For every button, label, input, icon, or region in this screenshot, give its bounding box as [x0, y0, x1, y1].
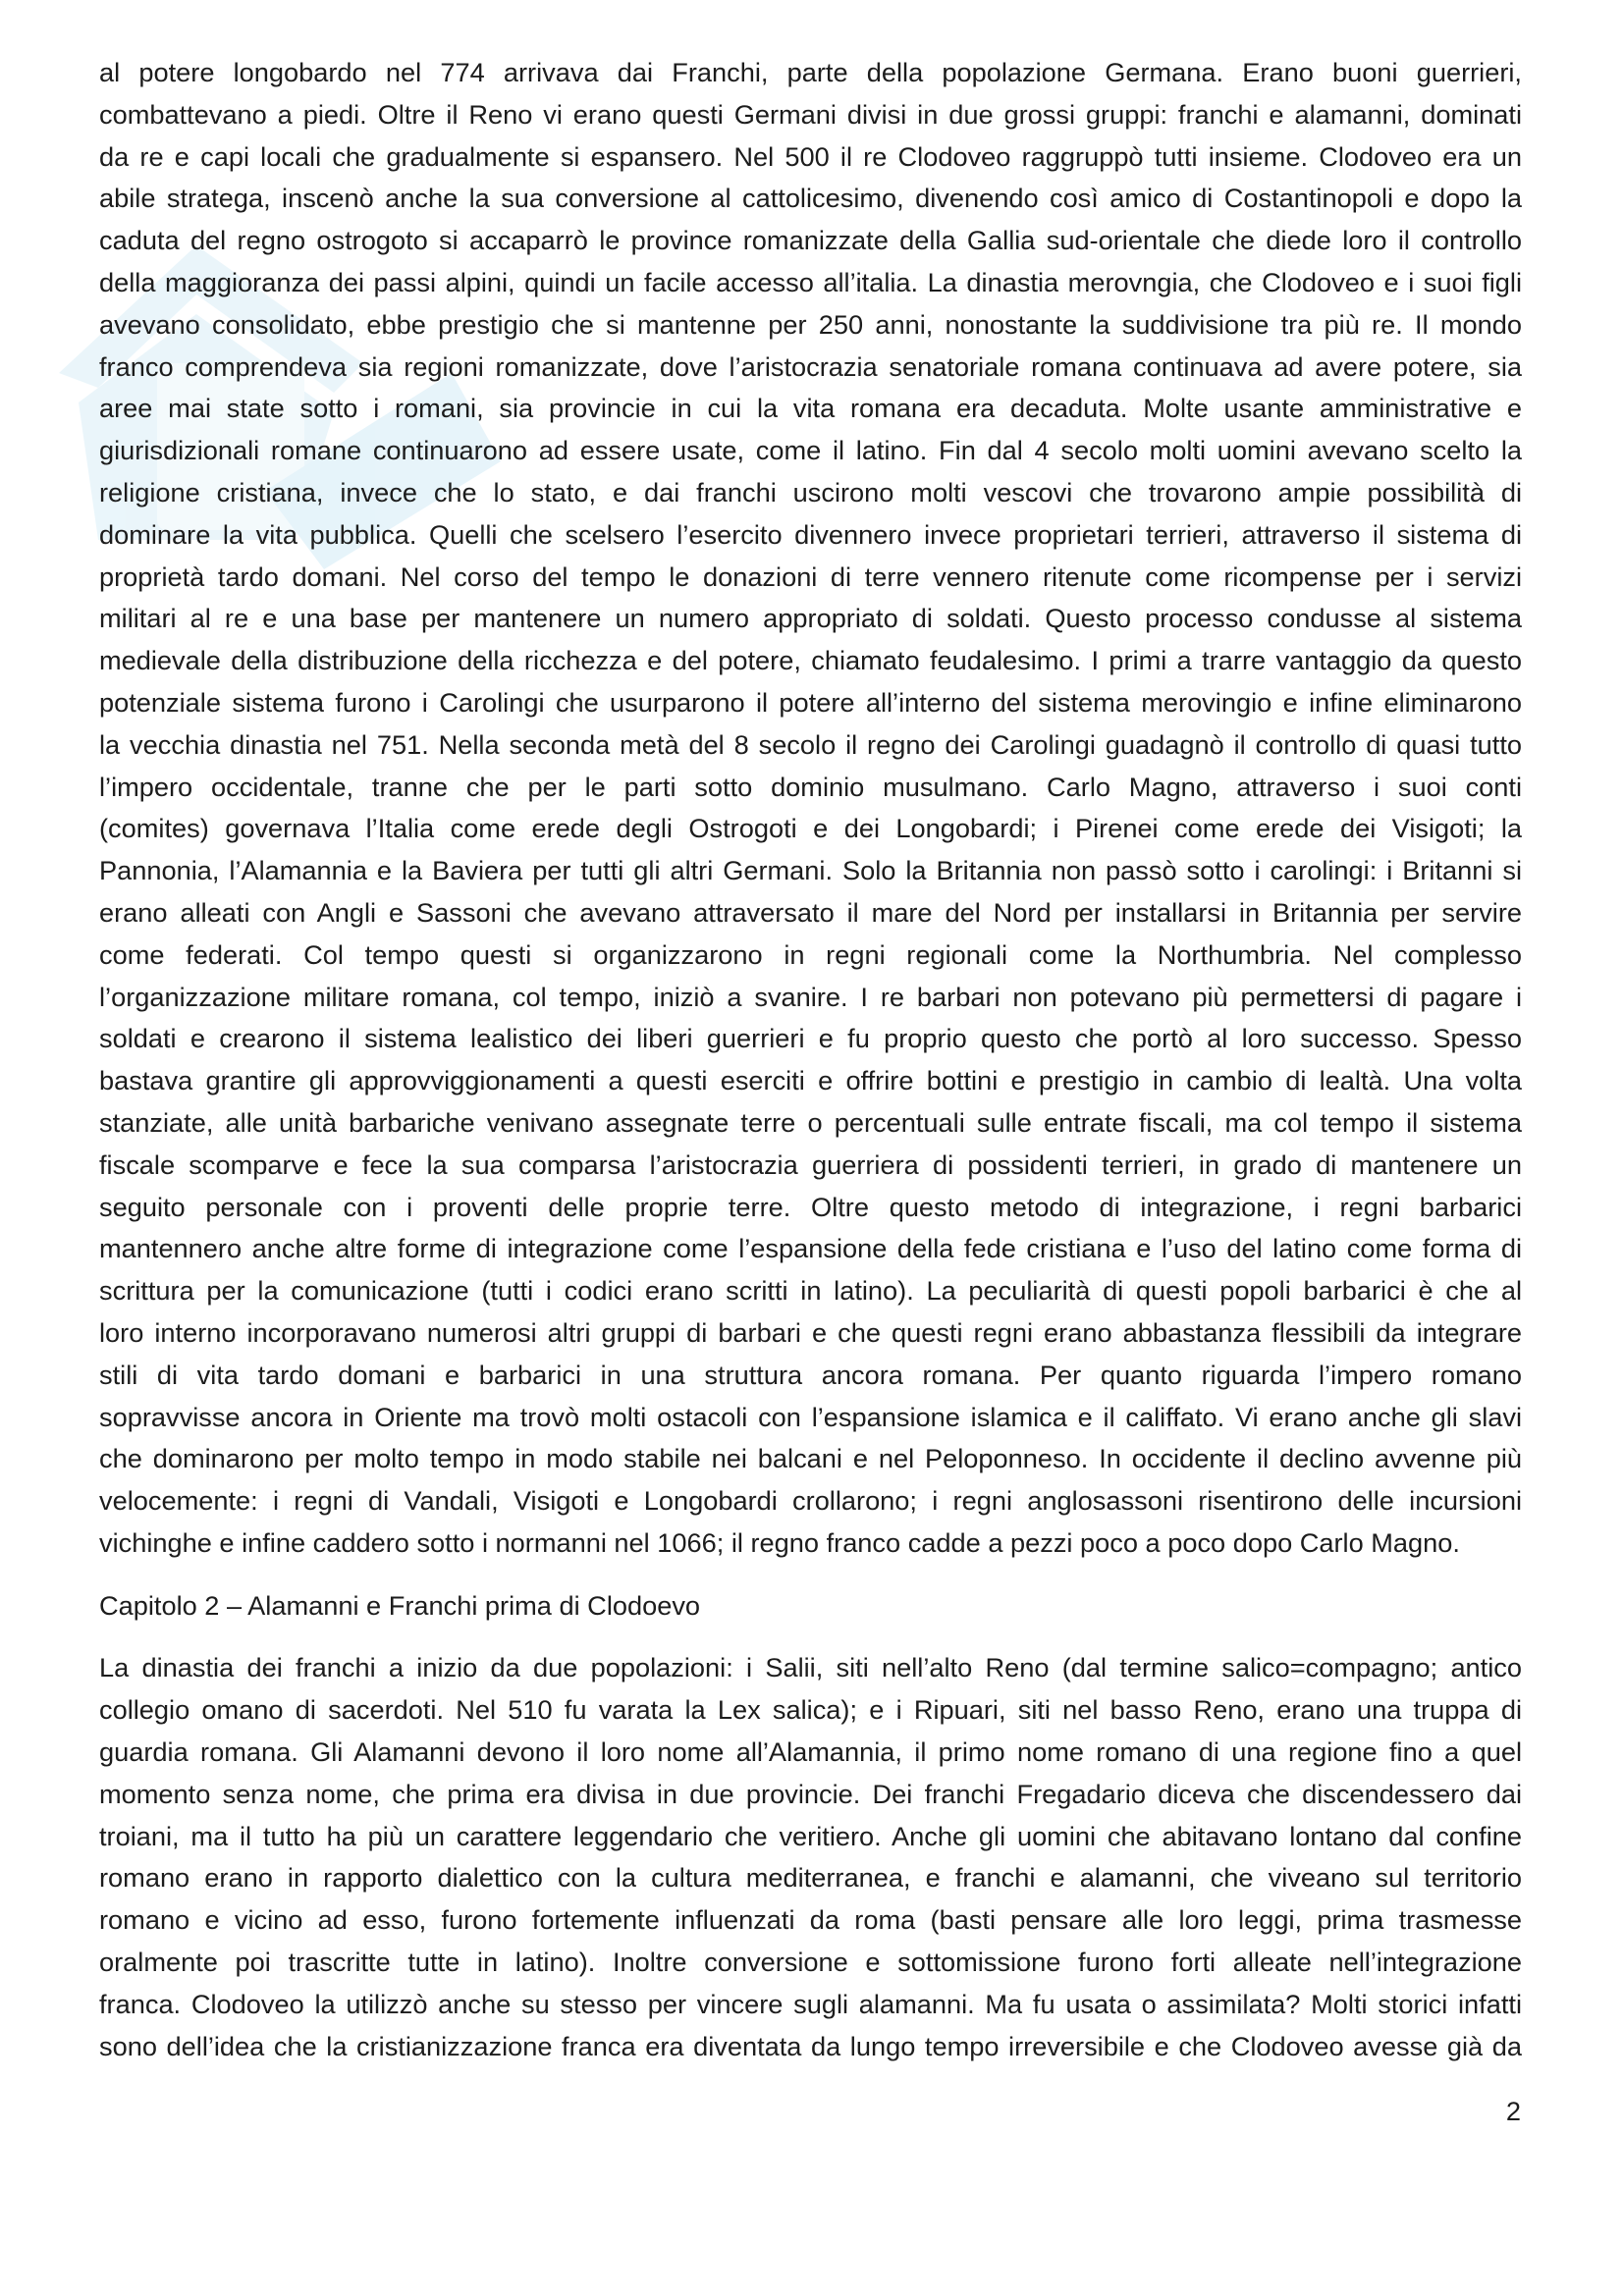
text-line: Pannonia, l’Alamannia e la Baviera per tutti gli altri Germani. Solo la Britannia non passò sotto i carolingi: i Britanni si	[99, 855, 1522, 886]
text-line: da re e capi locali che gradualmente si espansero. Nel 500 il re Clodoveo raggruppò tutti insieme. Clodoveo era un	[99, 140, 1522, 172]
page-content	[99, 52, 1522, 2067]
text-line: romano erano in rapporto dialettico con la cultura mediterranea, e franchi e alamanni, che viveano sul territorio	[99, 1862, 1522, 1894]
text-line: loro interno incorporavano numerosi altri gruppi di barbari e che questi regni erano abbastanza flessibili da integrare	[99, 1316, 1522, 1348]
text-line: avevano consolidato, ebbe prestigio che si mantenne per 250 anni, nonostante la suddivisione tra più re. Il mondo	[99, 308, 1522, 340]
text-line: sopravvisse ancora in Oriente ma trovò molti ostacoli con l’espansione islamica e il califfato. Vi erano anche gli slavi	[99, 1401, 1522, 1432]
text-line: scrittura per la comunicazione (tutti i codici erano scritti in latino). La peculiarità di questi popoli barbarici è che al	[99, 1275, 1522, 1307]
text-line: seguito personale con i proventi delle proprie terre. Oltre questo metodo di integrazione, i regni barbarici	[99, 1191, 1522, 1222]
text-line: velocemente: i regni di Vandali, Visigoti e Longobardi crollarono; i regni anglosassoni risentirono delle incursioni	[99, 1485, 1522, 1517]
text-line: proprietà tardo domani. Nel corso del tempo le donazioni di terre vennero ritenute come ricompense per i servizi	[99, 561, 1522, 592]
text-line: collegio omano di sacerdoti. Nel 510 fu varata la Lex salica); e i Ripuari, siti nel basso Reno, erano una truppa di	[99, 1694, 1522, 1726]
text-line: religione cristiana, invece che lo stato, e dai franchi uscirono molti vescovi che trovarono ampie possibilità di	[99, 476, 1522, 507]
text-line: guardia romana. Gli Alamanni devono il loro nome all’Alamannia, il primo nome romano di una regione fino a quel	[99, 1736, 1522, 1768]
text-line: al potere longobardo nel 774 arrivava dai Franchi, parte della popolazione Germana. Erano buoni guerrieri,	[99, 57, 1522, 87]
text-line: la vecchia dinastia nel 751. Nella seconda metà del 8 secolo il regno dei Carolingi guadagnò il controllo di quasi tutto	[99, 728, 1522, 760]
page-number: 2	[1505, 2096, 1521, 2126]
text-line: fiscale scomparve e fece la sua comparsa l’aristocrazia guerriera di possidenti terrieri, in grado di mantenere un	[99, 1148, 1522, 1180]
text-line: abile stratega, inscenò anche la sua conversione al cattolicesimo, divenendo così amico di Costantinopoli e dopo la	[99, 183, 1522, 214]
text-line: franca. Clodoveo la utilizzò anche su stesso per vincere sugli alamanni. Ma fu usata o assimilata? Molti storici infatti	[99, 1988, 1522, 2019]
text-line: l’impero occidentale, tranne che per le parti sotto dominio musulmano. Carlo Magno, attraverso i suoi conti	[99, 771, 1522, 802]
text-line: combattevano a piedi. Oltre il Reno vi erano questi Germani divisi in due grossi gruppi: franchi e alamanni, dominati	[99, 98, 1522, 130]
paragraph-1	[99, 52, 1522, 1565]
text-line: soldati e crearono il sistema lealistico dei liberi guerrieri e fu proprio questo che portò al loro successo. Spesso	[99, 1023, 1522, 1054]
text-line: bastava grantire gli approvviggionamenti a questi eserciti e offrire bottini e prestigio in cambio di lealtà. Una volta	[99, 1065, 1522, 1096]
text-line: mantennero anche altre forme di integrazione come l’espansione della fede cristiana e l’uso del latino come forma di	[99, 1233, 1522, 1264]
text-line: come federati. Col tempo questi si organizzarono in regni regionali come la Northumbria. Nel complesso	[99, 938, 1522, 970]
text-line: troiani, ma il tutto ha più un carattere leggendario che veritiero. Anche gli uomini che abitavano lontano dal confine	[99, 1820, 1522, 1851]
text-line: momento senza nome, che prima era divisa in due provincie. Dei franchi Fregadario diceva che discendessero dai	[99, 1778, 1522, 1809]
text-line: militari al re e una base per mantenere un numero appropriato di soldati. Questo processo condusse al sistema	[99, 603, 1522, 634]
text-line: caduta del regno ostrogoto si accaparrò le province romanizzate della Gallia sud-orientale che diede loro il controllo	[99, 225, 1522, 256]
paragraph-2	[99, 1647, 1522, 2067]
text-line: giurisdizionali romane continuarono ad essere usate, come il latino. Fin dal 4 secolo molti uomini avevano scelto la	[99, 435, 1522, 466]
text-line: sono dell’idea che la cristianizzazione franca era diventata da lungo tempo irreversibile e che Clodoveo avesse già da	[99, 2030, 1522, 2061]
text-line: stanziate, alle unità barbariche venivano assegnate terre o percentuali sulle entrate fiscali, ma col tempo il sistema	[99, 1106, 1522, 1138]
text-line: romano e vicino ad esso, furono fortemente influenzati da roma (basti pensare alle loro leggi, prima trasmesse	[99, 1904, 1522, 1936]
text-line: potenziale sistema furono i Carolingi che usurparono il potere all’interno del sistema merovingio e infine eliminarono	[99, 686, 1522, 718]
text-line: vichinghe e infine caddero sotto i normanni nel 1066; il regno franco cadde a pezzi poco a poco dopo Carlo Magno.	[99, 1526, 1460, 1558]
text-line: stili di vita tardo domani e barbarici in una struttura ancora romana. Per quanto riguarda l’impero romano	[99, 1359, 1522, 1390]
text-line: erano alleati con Angli e Sassoni che avevano attraversato il mare del Nord per installarsi in Britannia per servire	[99, 896, 1522, 928]
text-line: (comites) governava l’Italia come erede degli Ostrogoti e dei Longobardi; i Pirenei come erede dei Visigoti; la	[99, 813, 1522, 844]
text-line: La dinastia dei franchi a inizio da due popolazioni: i Salii, siti nell’alto Reno (dal termine salico=compagno; antico	[99, 1652, 1522, 1683]
text-line: l’organizzazione militare romana, col tempo, iniziò a svanire. I re barbari non potevano più permettersi di pagare i	[99, 981, 1522, 1012]
text-line: dominare la vita pubblica. Quelli che scelsero l’esercito divennero invece proprietari terrieri, attraverso il sistema di	[99, 518, 1522, 550]
text-line: aree mai state sotto i romani, sia provincie in cui la vita romana era decaduta. Molte usante amministrative e	[99, 393, 1522, 424]
text-line: oralmente poi trascritte tutte in latino). Inoltre conversione e sottomissione furono forti alleate nell’integrazione	[99, 1947, 1522, 1978]
text-line: che dominarono per molto tempo in modo stabile nei balcani e nel Peloponneso. In occidente il declino avvenne più	[99, 1443, 1522, 1474]
chapter-heading: Capitolo 2 – Alamanni e Franchi prima di Clodoevo	[99, 1589, 701, 1621]
text-line: della maggioranza dei passi alpini, quindi un facile accesso all’italia. La dinastia merovngia, che Clodoveo e i suoi figli	[99, 266, 1522, 297]
text-line: medievale della distribuzione della ricchezza e del potere, chiamato feudalesimo. I primi a trarre vantaggio da questo	[99, 645, 1522, 676]
text-line: franco comprendeva sia regioni romanizzate, dove l’aristocrazia senatoriale romana continuava ad avere potere, sia	[99, 350, 1522, 382]
